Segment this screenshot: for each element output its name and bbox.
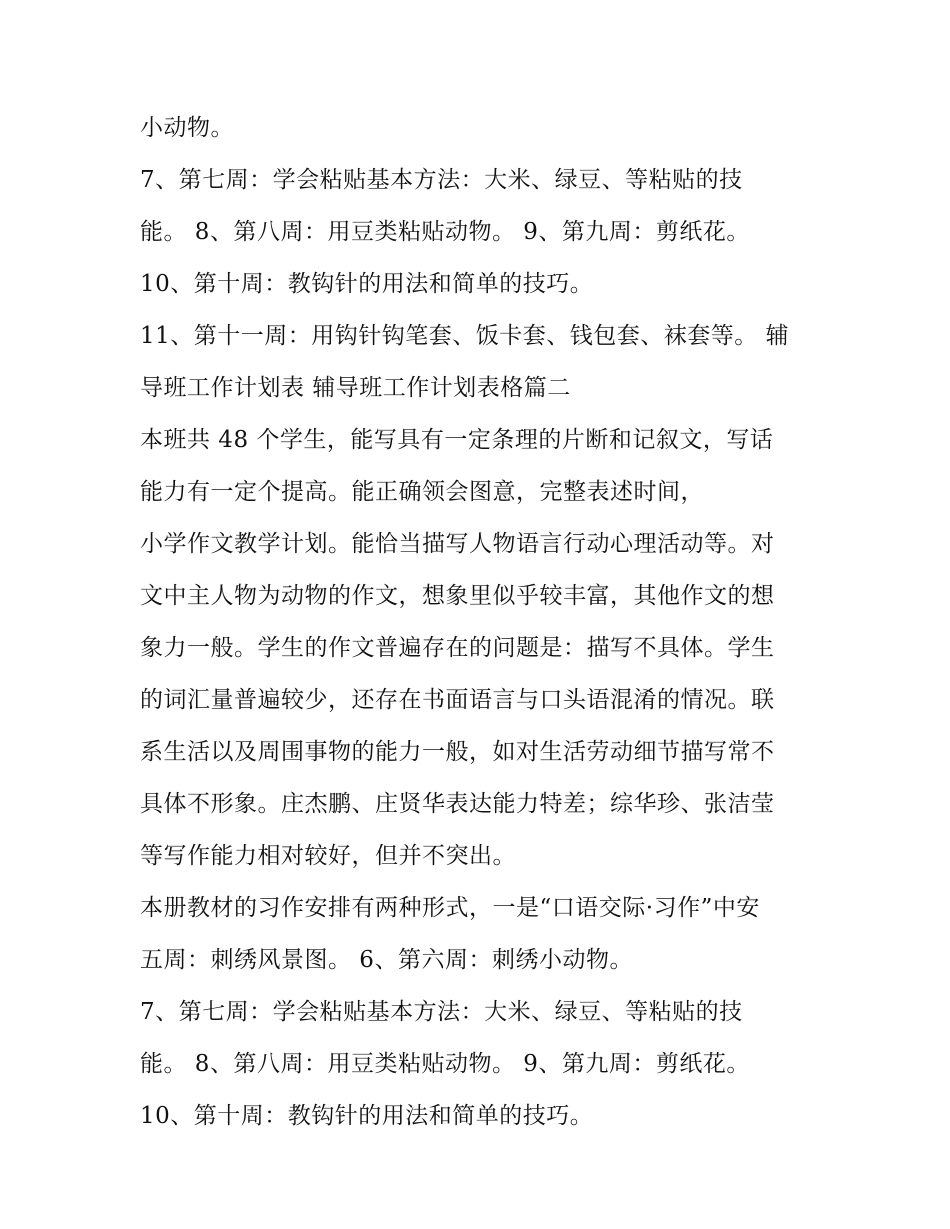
- text-line-19: 能。 8、第八周：用豆类粘贴动物。 9、第九周：剪纸花。: [140, 1051, 750, 1077]
- text-line-17: 五周：刺绣风景图。 6、第六周：刺绣小动物。: [140, 947, 633, 973]
- text-line-14: 具体不形象。庄杰鹏、庄贤华表达能力特差；综华珍、张洁莹: [140, 791, 775, 817]
- text-line-11: 象力一般。学生的作文普遍存在的问题是：描写不具体。学生: [140, 635, 775, 661]
- text-line-15: 等写作能力相对较好，但并不突出。: [140, 843, 516, 869]
- text-line-13: 系生活以及周围事物的能力一般，如对生活劳动细节描写常不: [140, 739, 775, 765]
- text-line-5: 11、第十一周：用钩针钩笔套、饭卡套、钱包套、袜套等。 辅: [140, 323, 790, 349]
- text-line-8: 能力有一定个提高。能正确领会图意，完整表述时间，: [140, 479, 704, 505]
- text-line-2: 7、第七周：学会粘贴基本方法：大米、绿豆、等粘贴的技: [140, 167, 743, 193]
- text-line-16: 本册教材的习作安排有两种形式，一是“口语交际·习作”中安: [140, 895, 760, 921]
- text-line-9: 小学作文教学计划。能恰当描写人物语言行动心理活动等。对: [140, 531, 775, 557]
- text-line-1: 小动物。: [140, 115, 234, 141]
- text-line-12: 的词汇量普遍较少，还存在书面语言与口头语混淆的情况。联: [140, 687, 775, 713]
- text-line-4: 10、第十周：教钩针的用法和简单的技巧。: [140, 271, 594, 297]
- text-line-6: 导班工作计划表 辅导班工作计划表格篇二: [140, 375, 571, 401]
- text-line-20: 10、第十周：教钩针的用法和简单的技巧。: [140, 1103, 594, 1129]
- text-line-7: 本班共 48 个学生，能写具有一定条理的片断和记叙文，写话: [140, 427, 774, 453]
- text-line-18: 7、第七周：学会粘贴基本方法：大米、绿豆、等粘贴的技: [140, 999, 743, 1025]
- text-line-3: 能。 8、第八周：用豆类粘贴动物。 9、第九周：剪纸花。: [140, 219, 750, 245]
- text-line-10: 文中主人物为动物的作文，想象里似乎较丰富，其他作文的想: [140, 583, 775, 609]
- document-body: [140, 108, 820, 1148]
